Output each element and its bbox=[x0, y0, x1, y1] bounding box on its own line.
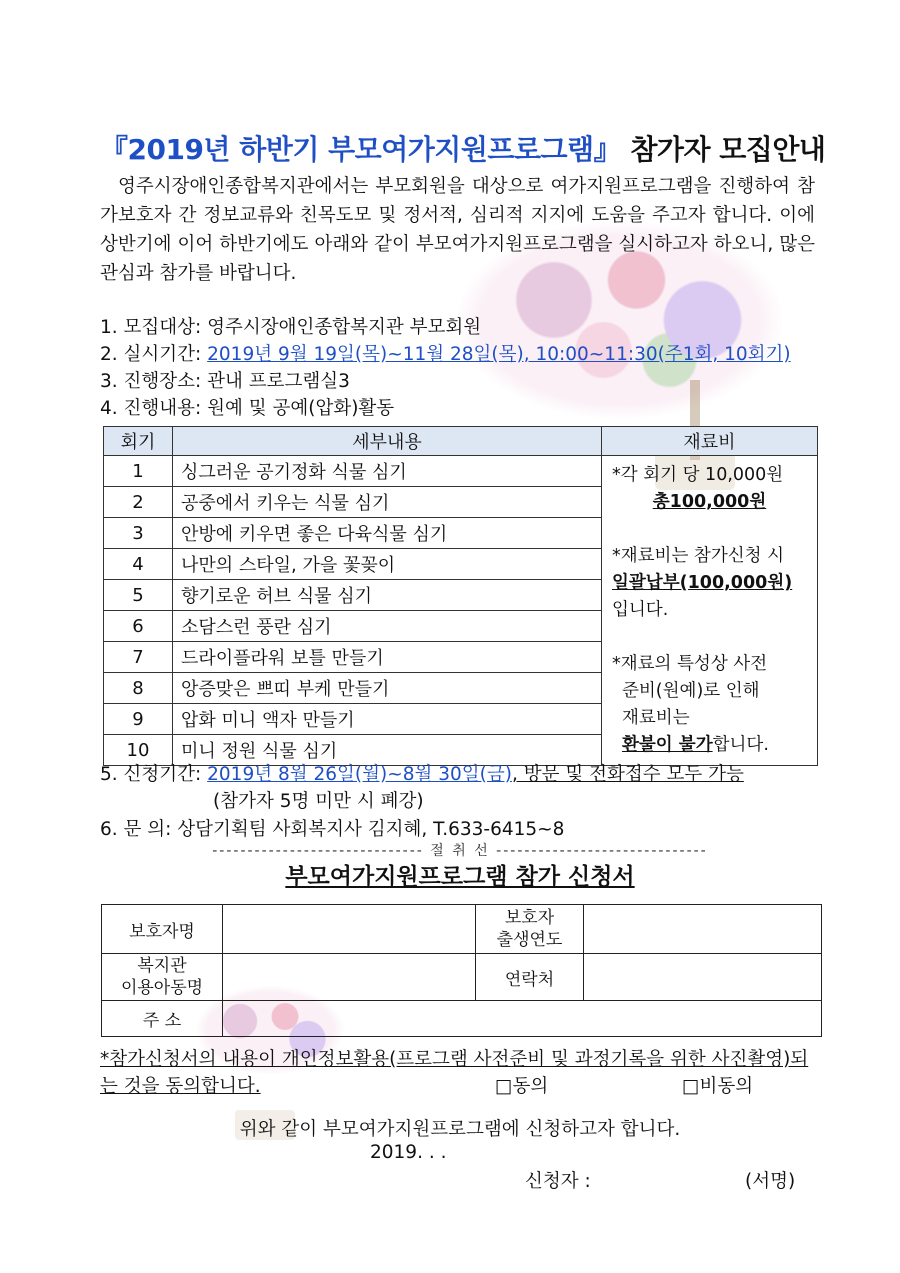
applicant-label: 신청자 : bbox=[525, 1171, 591, 1192]
header-session: 회기 bbox=[104, 427, 173, 456]
form-title bbox=[100, 858, 820, 891]
item-application-value: 2019년 8월 26일(월)~8월 30일(금) bbox=[207, 764, 512, 785]
application-form-table bbox=[101, 904, 822, 1037]
item-application-tail: , 방문 및 전화접수 모두 가능 bbox=[511, 764, 744, 785]
title-program-name: 『2019년 하반기 부모여가지원프로그램』 bbox=[100, 133, 622, 166]
application-statement: 위와 같이 부모여가지원프로그램에 신청하고자 합니다. bbox=[239, 1119, 681, 1140]
label-guardian-birth: 보호자 출생연도 bbox=[476, 905, 584, 954]
application-date: 2019. . . bbox=[370, 1142, 447, 1163]
input-child-name[interactable] bbox=[223, 954, 476, 1001]
cut-line: ------------------------------ 절 취 선 ------------------------------ bbox=[212, 843, 708, 859]
signature-mark: (서명) bbox=[745, 1171, 796, 1192]
session-detail: 미니 정원 식물 심기 bbox=[173, 735, 602, 766]
applicant-signature-line bbox=[525, 1167, 796, 1193]
label-address: 주 소 bbox=[102, 1001, 223, 1037]
session-detail: 소담스런 풍란 심기 bbox=[173, 611, 602, 642]
label-child-name: 복지관 이용아동명 bbox=[102, 954, 223, 1001]
session-number: 2 bbox=[104, 487, 173, 518]
item-application-label: 5. 신청기간: bbox=[100, 764, 208, 785]
session-detail: 나만의 스타일, 가을 꽃꽂이 bbox=[173, 549, 602, 580]
input-guardian-birth[interactable] bbox=[584, 905, 822, 954]
item-content: 4. 진행내용: 원예 및 공예(압화)활동 bbox=[100, 398, 395, 419]
session-detail: 공중에서 키우는 식물 심기 bbox=[173, 487, 602, 518]
consent-agree-checkbox[interactable]: □동의 bbox=[495, 1076, 549, 1097]
schedule-header-row bbox=[104, 427, 818, 456]
session-number: 3 bbox=[104, 518, 173, 549]
form-title-text: 부모여가지원프로그램 참가 신청서 bbox=[285, 864, 635, 890]
item-inquiry: 6. 문 의: 상담기획팀 사회복지사 김지혜, T.633-6415~8 bbox=[100, 819, 565, 840]
session-number: 9 bbox=[104, 704, 173, 735]
session-number: 6 bbox=[104, 611, 173, 642]
header-detail: 세부내용 bbox=[173, 427, 602, 456]
session-detail: 드라이플라워 보틀 만들기 bbox=[173, 642, 602, 673]
consent-statement bbox=[100, 1046, 820, 1100]
fee-note-2: 입니다. bbox=[612, 600, 669, 621]
session-number: 5 bbox=[104, 580, 173, 611]
fee-note-6: 합니다. bbox=[712, 735, 769, 756]
session-detail: 싱그러운 공기정화 식물 심기 bbox=[173, 456, 602, 487]
session-detail: 압화 미니 액자 만들기 bbox=[173, 704, 602, 735]
fee-cell bbox=[602, 456, 818, 766]
label-contact: 연락처 bbox=[476, 954, 584, 1001]
fee-note-5: 재료비는 bbox=[622, 708, 690, 729]
input-address[interactable] bbox=[223, 1001, 822, 1037]
document-title bbox=[100, 128, 826, 168]
session-number: 4 bbox=[104, 549, 173, 580]
session-number: 10 bbox=[104, 735, 173, 766]
fee-note-4: 준비(원예)로 인해 bbox=[622, 681, 760, 702]
fee-no-refund: 환불이 불가 bbox=[622, 735, 713, 756]
item-cancel-note: (참가자 5명 미만 시 폐강) bbox=[213, 791, 424, 812]
fee-note-1: *재료비는 참가신청 시 bbox=[612, 546, 785, 567]
input-guardian-name[interactable] bbox=[223, 905, 476, 954]
fee-per-session: *각 회기 당 10,000원 bbox=[612, 465, 784, 486]
schedule-table bbox=[103, 426, 818, 766]
item-period-label: 2. 실시기간: bbox=[100, 344, 208, 365]
item-period bbox=[100, 340, 791, 366]
title-suffix: 참가자 모집안내 bbox=[621, 133, 826, 166]
input-contact[interactable] bbox=[584, 954, 822, 1001]
session-detail: 안방에 키우면 좋은 다육식물 심기 bbox=[173, 518, 602, 549]
header-fee: 재료비 bbox=[602, 427, 818, 456]
fee-lump-sum: 일괄납부(100,000원) bbox=[612, 573, 793, 594]
fee-total: 총100,000원 bbox=[652, 492, 767, 513]
session-number: 8 bbox=[104, 673, 173, 704]
item-application-period bbox=[100, 760, 744, 786]
intro-text: 영주시장애인종합복지관에서는 부모회원을 대상으로 여가지원프로그램을 진행하여 참가보호자 간 정보교류와 친목도모 및 정서적, 심리적 지지에 도움을 주고자 합니다. 이에 상반기에 이어 하반기에도 아래와 같이 부모여가지원프로그램을 실시하고자 하오니, 많은 관심과 참가를 바랍니다. bbox=[100, 176, 815, 284]
session-number: 1 bbox=[104, 456, 173, 487]
consent-text: *참가신청서의 내용이 개인정보활용(프로그램 사전준비 및 과정기록을 위한 사진촬영)되는 것을 동의합니다. bbox=[100, 1049, 809, 1097]
item-place: 3. 진행장소: 관내 프로그램실3 bbox=[100, 371, 350, 392]
session-number: 7 bbox=[104, 642, 173, 673]
fee-note-3: *재료의 특성상 사전 bbox=[612, 654, 768, 675]
session-detail: 향기로운 허브 식물 심기 bbox=[173, 580, 602, 611]
intro-paragraph bbox=[100, 172, 815, 288]
session-detail: 앙증맞은 쁘띠 부케 만들기 bbox=[173, 673, 602, 704]
item-period-value: 2019년 9월 19일(목)~11월 28일(목), 10:00~11:30(주1회, 10회기) bbox=[207, 344, 791, 365]
consent-disagree-checkbox[interactable]: □비동의 bbox=[682, 1076, 754, 1097]
table-row bbox=[104, 456, 818, 487]
item-target: 1. 모집대상: 영주시장애인종합복지관 부모회원 bbox=[100, 317, 482, 338]
label-guardian-name: 보호자명 bbox=[102, 905, 223, 954]
